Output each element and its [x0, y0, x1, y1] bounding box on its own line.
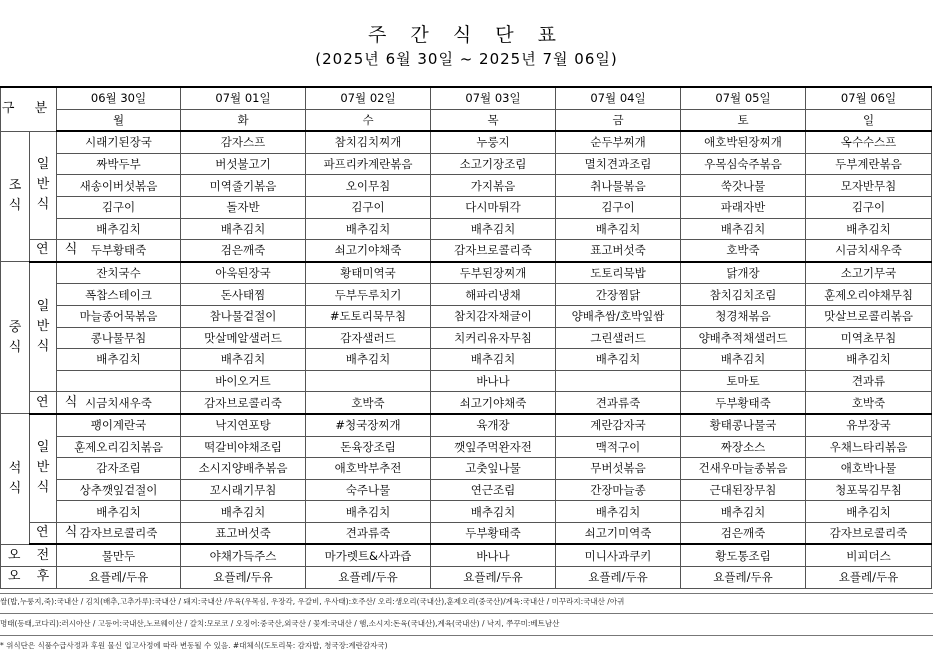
menu-item: 배추김치: [681, 218, 806, 240]
lunch-general-label: 일 반 식: [30, 262, 57, 392]
menu-item: 배추김치: [57, 349, 181, 371]
am-snack-item: 미니사과쿠키: [556, 544, 681, 566]
footer-origin-line-2: 명태(동태,코다리):러시아산 / 고등어:국내산,노르웨이산 / 갈치:모로코 / 오징어:중국산,외국산 / 꽃게:국내산 / 햄,소시지:돈육(국내산),계육(국내산) / 낙지, 쭈꾸미:베트남산: [0, 619, 560, 628]
menu-item: 유부장국: [806, 414, 932, 436]
menu-item: 버섯불고기: [181, 153, 306, 175]
menu-item: 배추김치: [431, 349, 556, 371]
menu-item: 배추김치: [681, 501, 806, 523]
menu-item: 잔치국수: [57, 262, 181, 284]
menu-item: 참치김치조림: [681, 284, 806, 306]
menu-item: 미역줄기볶음: [181, 175, 306, 197]
menu-item: 소고기무국: [806, 262, 932, 284]
menu-item: 우목심숙주볶음: [681, 153, 806, 175]
date-cell: 07월 04일: [556, 87, 681, 109]
dinner-label: 석 식: [1, 414, 30, 545]
menu-item: 간장마늘종: [556, 479, 681, 501]
am-snack-item: 마가렛트&사과즙: [306, 544, 431, 566]
menu-item: 짜장소스: [681, 436, 806, 458]
porridge-item: 감자브로콜리죽: [431, 240, 556, 262]
menu-item: 훈제오리야채무침: [806, 284, 932, 306]
pm-snack-item: 요플레/두유: [181, 567, 306, 589]
menu-item: 간장찜닭: [556, 284, 681, 306]
menu-item: 돈육장조림: [306, 436, 431, 458]
date-cell: 07월 02일: [306, 87, 431, 109]
menu-item: 시래기된장국: [57, 131, 181, 153]
menu-item: 배추김치: [181, 218, 306, 240]
pm-snack-item: 요플레/두유: [431, 567, 556, 589]
menu-item: 배추김치: [681, 349, 806, 371]
menu-item: 배추김치: [306, 349, 431, 371]
menu-item: 청경채볶음: [681, 305, 806, 327]
weekday-cell: 월: [57, 109, 181, 131]
porridge-item: 두부황태죽: [681, 392, 806, 414]
menu-item: 새송이버섯볶음: [57, 175, 181, 197]
lunch-label: 중 식: [1, 262, 30, 414]
menu-item: 돈사태찜: [181, 284, 306, 306]
menu-item: 감자샐러드: [306, 327, 431, 349]
menu-item: 배추김치: [306, 218, 431, 240]
menu-item: 그린샐러드: [556, 327, 681, 349]
menu-item: 누룽지: [431, 131, 556, 153]
menu-item: 치커리유자무침: [431, 327, 556, 349]
pm-snack-label: 오 후: [1, 567, 57, 589]
menu-item: 꼬시래기무침: [181, 479, 306, 501]
menu-item: 닭개장: [681, 262, 806, 284]
porridge-item: 쇠고기야채죽: [306, 240, 431, 262]
menu-item: 짜박두부: [57, 153, 181, 175]
porridge-item: 견과류죽: [306, 522, 431, 544]
menu-item: 가지볶음: [431, 175, 556, 197]
menu-item: 오이무침: [306, 175, 431, 197]
menu-item: 상추깻잎겉절이: [57, 479, 181, 501]
porridge-item: 시금치새우죽: [806, 240, 932, 262]
menu-item: 깻잎주먹완자전: [431, 436, 556, 458]
menu-item: 맛살메알샐러드: [181, 327, 306, 349]
weekday-cell: 금: [556, 109, 681, 131]
menu-item: [556, 370, 681, 392]
menu-item: 폭찹스테이크: [57, 284, 181, 306]
weekday-cell: 수: [306, 109, 431, 131]
menu-item: 배추김치: [431, 218, 556, 240]
date-cell: 07월 06일: [806, 87, 932, 109]
menu-item: 바이오거트: [181, 370, 306, 392]
menu-item: 애호박부추전: [306, 458, 431, 480]
menu-item: #도토리묵무침: [306, 305, 431, 327]
menu-item: [57, 370, 181, 392]
menu-item: 배추김치: [556, 218, 681, 240]
menu-item: 근대된장무침: [681, 479, 806, 501]
menu-item: 배추김치: [181, 501, 306, 523]
menu-item: 양배추쌈/호박잎쌈: [556, 305, 681, 327]
footer-notice: * 위식단은 식품수급사정과 후원 물신 입고사정에 따라 변동될 수 있음. #대체식(도토리묵: 감자밥, 청국장:계란감자국): [0, 641, 388, 650]
pm-snack-item: 요플레/두유: [681, 567, 806, 589]
menu-item: 김구이: [57, 196, 181, 218]
breakfast-label: 조 식: [1, 131, 30, 262]
menu-item: 배추김치: [57, 501, 181, 523]
menu-item: 연근조림: [431, 479, 556, 501]
am-snack-item: 비피더스: [806, 544, 932, 566]
date-cell: 07월 01일: [181, 87, 306, 109]
menu-item: 김구이: [806, 196, 932, 218]
menu-item: 배추김치: [806, 218, 932, 240]
porridge-item: 두부황태죽: [57, 240, 181, 262]
menu-item: 낙지연포탕: [181, 414, 306, 436]
menu-item: 김구이: [556, 196, 681, 218]
menu-item: 다시마튀각: [431, 196, 556, 218]
weekly-menu-table: [0, 86, 932, 589]
porridge-item: 표고버섯죽: [181, 522, 306, 544]
weekday-cell: 일: [806, 109, 932, 131]
menu-item: 견과류: [806, 370, 932, 392]
porridge-item: 견과류죽: [556, 392, 681, 414]
pm-snack-item: 요플레/두유: [57, 567, 181, 589]
menu-item: 취나물볶음: [556, 175, 681, 197]
porridge-item: 표고버섯죽: [556, 240, 681, 262]
menu-item: 팽이계란국: [57, 414, 181, 436]
menu-item: 고춧잎나물: [431, 458, 556, 480]
am-snack-item: 바나나: [431, 544, 556, 566]
menu-item: 모자반무침: [806, 175, 932, 197]
porridge-item: 호박죽: [681, 240, 806, 262]
porridge-item: 호박죽: [806, 392, 932, 414]
menu-item: 소고기장조림: [431, 153, 556, 175]
porridge-item: 검은깨죽: [681, 522, 806, 544]
menu-item: 배추김치: [806, 501, 932, 523]
porridge-item: 감자브로콜리죽: [806, 522, 932, 544]
menu-item: 육개장: [431, 414, 556, 436]
menu-item: 맥적구이: [556, 436, 681, 458]
menu-item: 바나나: [431, 370, 556, 392]
menu-item: 배추김치: [306, 501, 431, 523]
menu-item: 파프리카계란볶음: [306, 153, 431, 175]
weekday-cell: 토: [681, 109, 806, 131]
menu-item: 두부두루치기: [306, 284, 431, 306]
menu-item: 훈제오리김치볶음: [57, 436, 181, 458]
menu-item: 아욱된장국: [181, 262, 306, 284]
menu-item: 숙주나물: [306, 479, 431, 501]
pm-snack-item: 요플레/두유: [806, 567, 932, 589]
footer-origin-line-1: 쌀(밥,누룽지,죽):국내산 / 김치(배추,고추가루):국내산 / 돼지:국내산 /우육(우목심, 우장각, 우갈비, 우사태):호주산/ 오리:생오리(국내산),훈제오리(중국산)/계육:국내산 / 미꾸라지:국내산 /아귀: [0, 597, 625, 606]
menu-item: 쑥갓나물: [681, 175, 806, 197]
menu-item: 참치감자채글이: [431, 305, 556, 327]
menu-item: 배추김치: [556, 501, 681, 523]
menu-item: 해파리냉채: [431, 284, 556, 306]
menu-item: 소시지양배추볶음: [181, 458, 306, 480]
menu-item: 두부계란볶음: [806, 153, 932, 175]
am-snack-item: 황도통조림: [681, 544, 806, 566]
menu-item: 배추김치: [57, 218, 181, 240]
menu-item: 황태콩나물국: [681, 414, 806, 436]
porridge-item: 쇠고기야채죽: [431, 392, 556, 414]
page-title: 주 간 식 단 표: [368, 24, 565, 46]
date-cell: 07월 03일: [431, 87, 556, 109]
menu-item: 황태미역국: [306, 262, 431, 284]
menu-item: 맛살브로콜리볶음: [806, 305, 932, 327]
menu-item: 떡갈비야채조림: [181, 436, 306, 458]
menu-item: 옥수수스프: [806, 131, 932, 153]
porridge-item: 시금치새우죽: [57, 392, 181, 414]
menu-item: 배추김치: [556, 349, 681, 371]
dinner-general-label: 일 반 식: [30, 414, 57, 522]
porridge-item: 감자브로콜리죽: [181, 392, 306, 414]
menu-item: 순두부찌개: [556, 131, 681, 153]
menu-item: 두부된장찌개: [431, 262, 556, 284]
menu-item: 참치김치찌개: [306, 131, 431, 153]
dinner-porridge-label: 연 식: [30, 522, 57, 544]
menu-item: [306, 370, 431, 392]
pm-snack-item: 요플레/두유: [556, 567, 681, 589]
menu-item: 마늘종어묵볶음: [57, 305, 181, 327]
menu-item: 무버섯볶음: [556, 458, 681, 480]
weekday-cell: 목: [431, 109, 556, 131]
pm-snack-item: 요플레/두유: [306, 567, 431, 589]
menu-item: 배추김치: [431, 501, 556, 523]
breakfast-general-label: 일 반 식: [30, 131, 57, 239]
menu-item: 멸치견과조림: [556, 153, 681, 175]
menu-item: 청포묵김무침: [806, 479, 932, 501]
period-subtitle: (2025년 6월 30일 ~ 2025년 7월 06일): [315, 50, 618, 68]
date-cell: 07월 05일: [681, 87, 806, 109]
porridge-item: 두부황태죽: [431, 522, 556, 544]
menu-item: 양배추적채샐러드: [681, 327, 806, 349]
menu-item: 계란감자국: [556, 414, 681, 436]
gubun-header: 구 분: [1, 87, 57, 131]
menu-item: 감자스프: [181, 131, 306, 153]
menu-item: 돌자반: [181, 196, 306, 218]
menu-item: #청국장찌개: [306, 414, 431, 436]
weekday-cell: 화: [181, 109, 306, 131]
menu-item: 도토리묵밥: [556, 262, 681, 284]
lunch-porridge-label: 연 식: [30, 392, 57, 414]
am-snack-label: 오 전: [1, 544, 57, 566]
menu-item: 애호박된장찌개: [681, 131, 806, 153]
date-cell: 06월 30일: [57, 87, 181, 109]
menu-item: 배추김치: [806, 349, 932, 371]
menu-item: 미역초무침: [806, 327, 932, 349]
am-snack-item: 야채가득주스: [181, 544, 306, 566]
menu-item: 애호박나물: [806, 458, 932, 480]
menu-item: 김구이: [306, 196, 431, 218]
porridge-item: 호박죽: [306, 392, 431, 414]
porridge-item: 쇠고기미역죽: [556, 522, 681, 544]
menu-item: 참나물겉절이: [181, 305, 306, 327]
am-snack-item: 물만두: [57, 544, 181, 566]
menu-item: 배추김치: [181, 349, 306, 371]
porridge-item: 감자브로콜리죽: [57, 522, 181, 544]
porridge-item: 검은깨죽: [181, 240, 306, 262]
menu-item: 감자조림: [57, 458, 181, 480]
menu-item: 콩나물무침: [57, 327, 181, 349]
breakfast-porridge-label: 연 식: [30, 240, 57, 262]
menu-item: 토마토: [681, 370, 806, 392]
menu-item: 파래자반: [681, 196, 806, 218]
menu-item: 우채느타리볶음: [806, 436, 932, 458]
menu-item: 건새우마늘종볶음: [681, 458, 806, 480]
